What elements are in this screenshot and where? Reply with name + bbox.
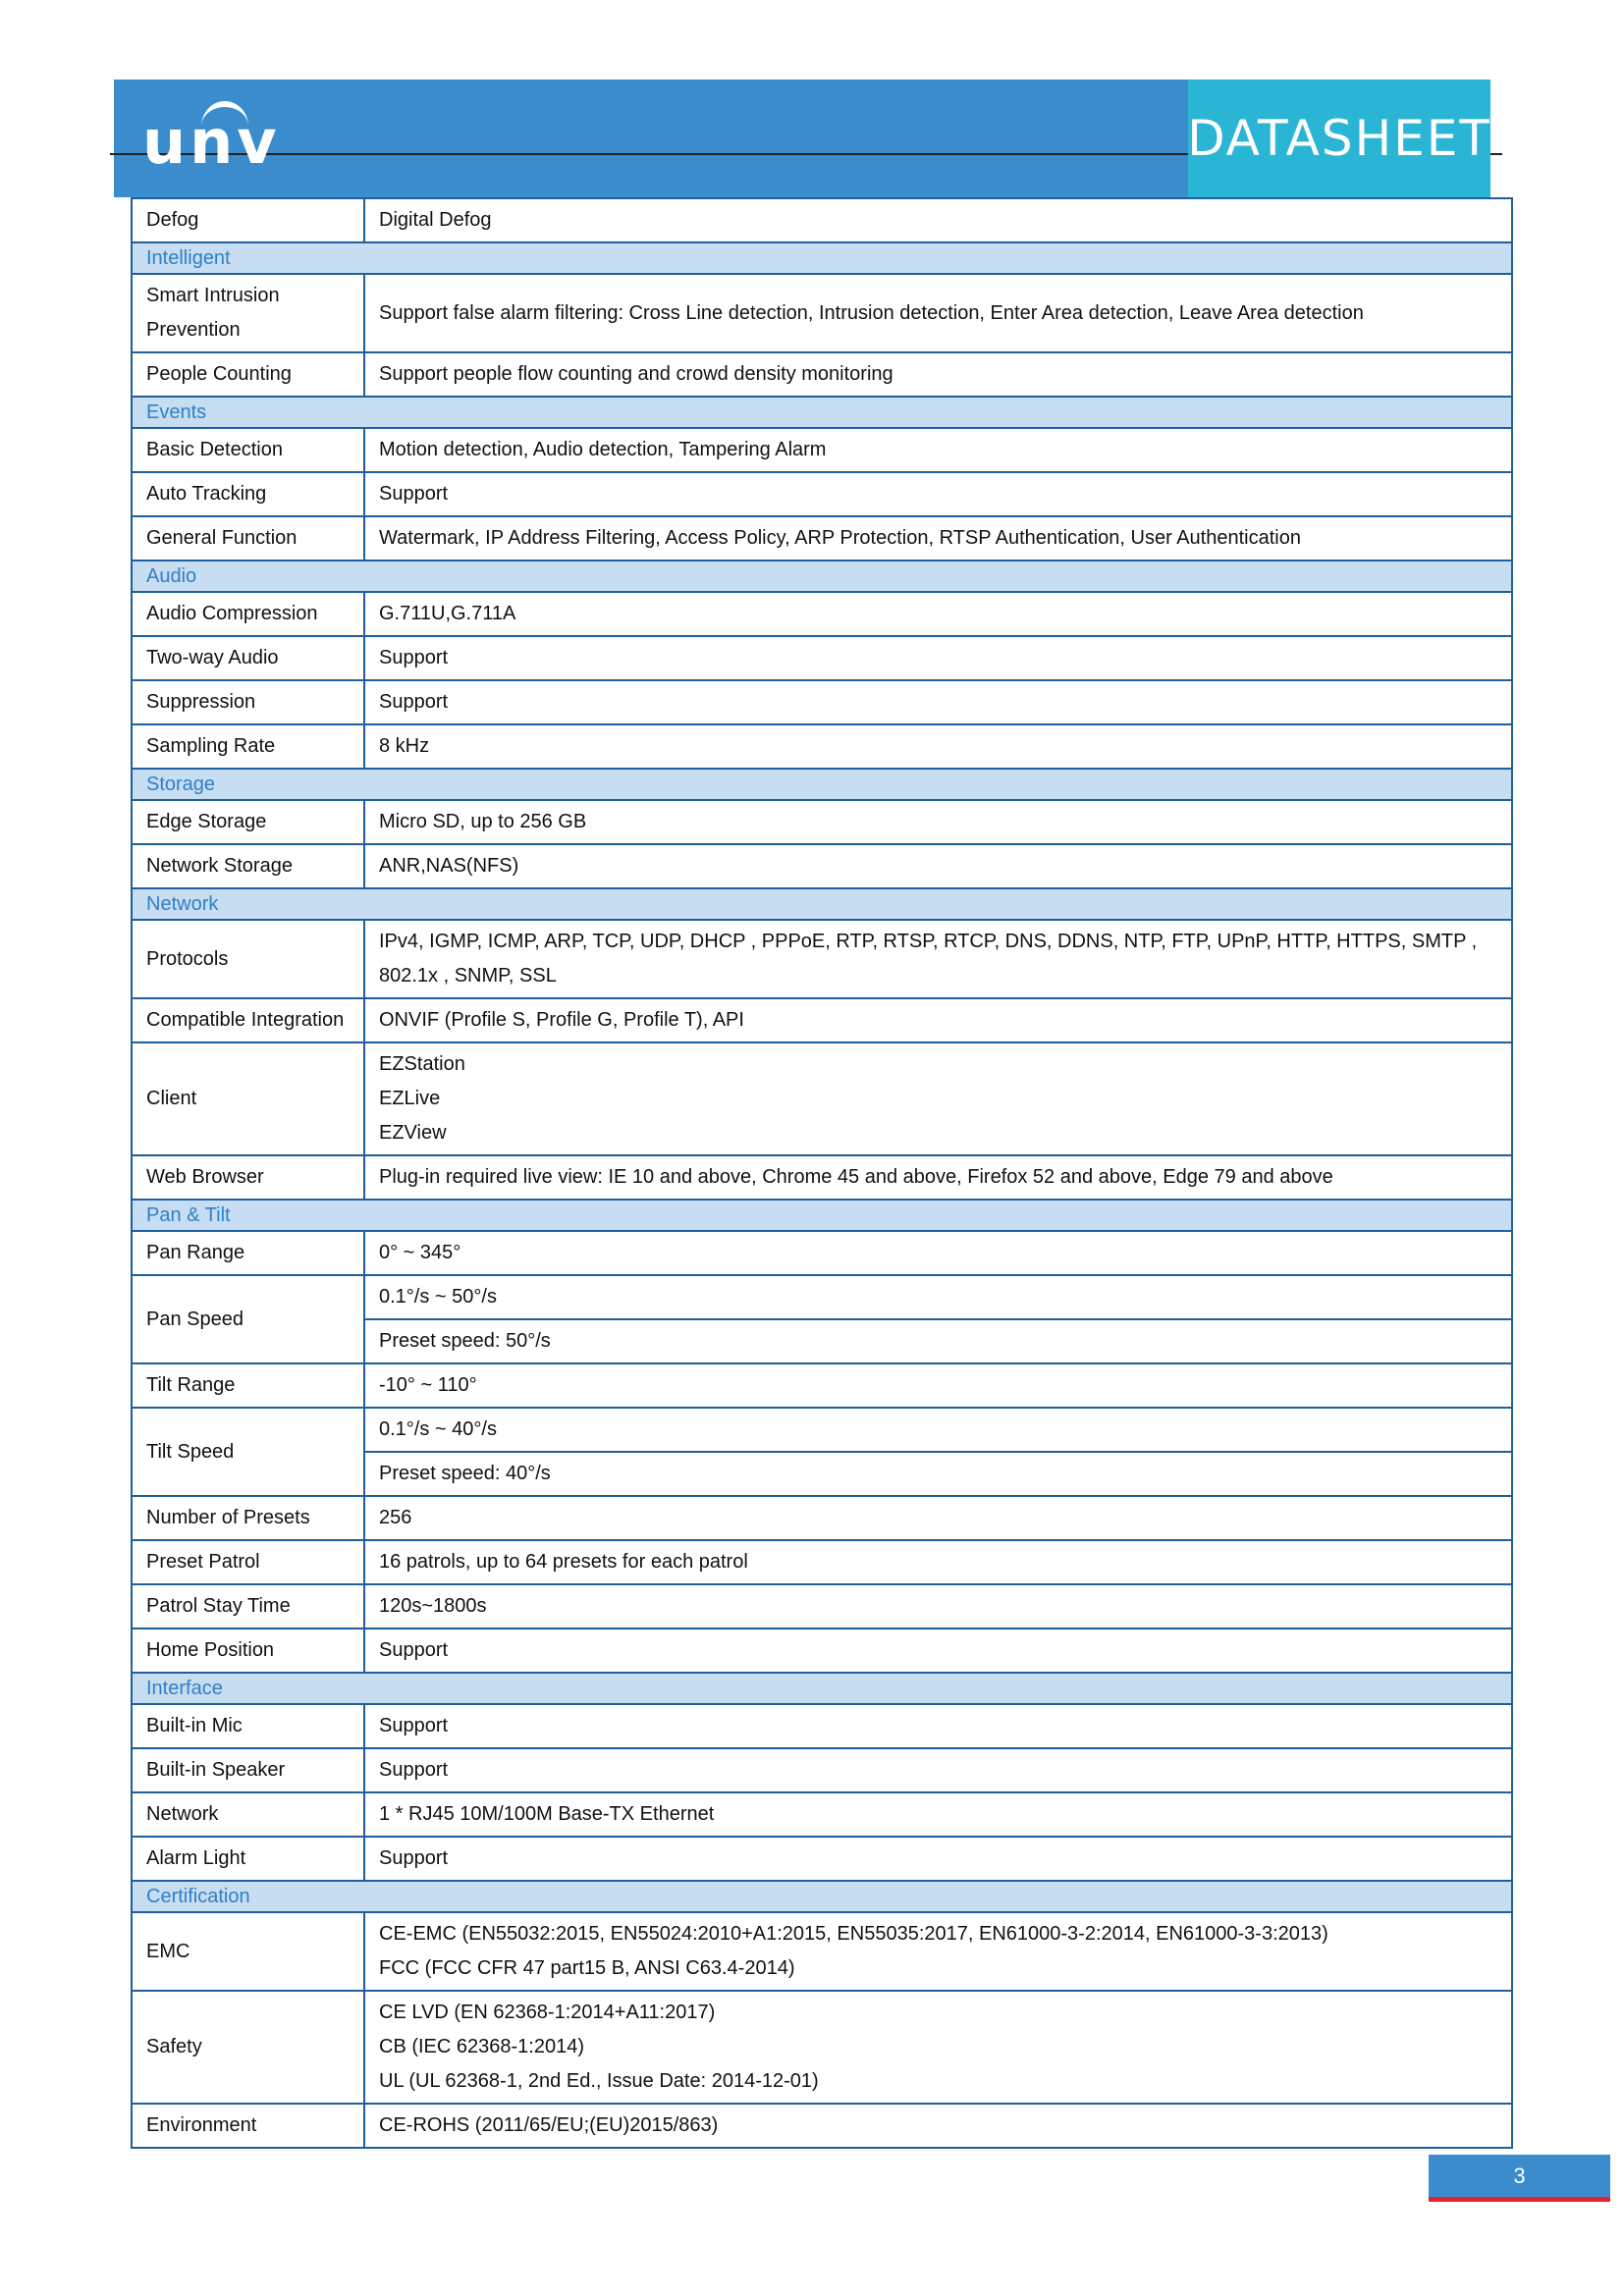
spec-value bbox=[364, 274, 1512, 352]
spec-value: Preset speed: 40°/s bbox=[364, 1452, 1512, 1496]
spec-row bbox=[132, 1408, 1512, 1452]
spec-value bbox=[364, 1991, 1512, 2104]
spec-value-line: CE-ROHS (2011/65/EU;(EU)2015/863) bbox=[379, 2114, 719, 2136]
spec-value-line: CB (IEC 62368-1:2014) bbox=[379, 2036, 585, 2057]
spec-value-line: 120s~1800s bbox=[379, 1595, 487, 1617]
spec-label: Network Storage bbox=[132, 844, 364, 888]
spec-row bbox=[132, 1496, 1512, 1540]
spec-value-line: Support bbox=[379, 691, 449, 713]
spec-value-line: 8 kHz bbox=[379, 735, 430, 757]
spec-value-line: Motion detection, Audio detection, Tampering Alarm bbox=[379, 439, 827, 460]
section-title: Audio bbox=[132, 561, 1512, 592]
spec-value-line: Support people flow counting and crowd density monitoring bbox=[379, 363, 893, 385]
spec-value-line: Digital Defog bbox=[379, 209, 492, 231]
spec-value-line: Support bbox=[379, 1715, 449, 1736]
spec-row bbox=[132, 800, 1512, 844]
section-header bbox=[132, 1881, 1512, 1912]
spec-value bbox=[364, 920, 1512, 998]
spec-label: Smart Intrusion Prevention bbox=[132, 274, 364, 352]
spec-row bbox=[132, 1275, 1512, 1319]
spec-value-line: EZView bbox=[379, 1122, 447, 1144]
spec-row bbox=[132, 1629, 1512, 1673]
spec-value bbox=[364, 352, 1512, 397]
spec-value: 0.1°/s ~ 40°/s bbox=[364, 1408, 1512, 1452]
section-title: Pan & Tilt bbox=[132, 1200, 1512, 1231]
spec-label: Tilt Speed bbox=[132, 1408, 364, 1496]
spec-label: Safety bbox=[132, 1991, 364, 2104]
spec-value-line: Support bbox=[379, 647, 449, 668]
spec-row bbox=[132, 352, 1512, 397]
spec-row bbox=[132, 998, 1512, 1042]
spec-label: Protocols bbox=[132, 920, 364, 998]
spec-label: Number of Presets bbox=[132, 1496, 364, 1540]
spec-value-line: FCC (FCC CFR 47 part15 B, ANSI C63.4-2014) bbox=[379, 1957, 795, 1979]
spec-value-line: Micro SD, up to 256 GB bbox=[379, 811, 587, 832]
spec-label: Alarm Light bbox=[132, 1837, 364, 1881]
spec-value-line: 256 bbox=[379, 1507, 412, 1528]
datasheet-label: DATASHEET bbox=[1187, 110, 1491, 167]
spec-value bbox=[364, 428, 1512, 472]
spec-value bbox=[364, 1584, 1512, 1629]
spec-value-line: IPv4, IGMP, ICMP, ARP, TCP, UDP, DHCP , PPPoE, RTP, RTSP, RTCP, DNS, DDNS, NTP, FTP, UPnP, HTTP, HTTPS, SMTP , 802.1x , SNMP, SSL bbox=[379, 931, 1478, 987]
spec-value bbox=[364, 1363, 1512, 1408]
spec-label: Built-in Mic bbox=[132, 1704, 364, 1748]
spec-value-line: 0° ~ 345° bbox=[379, 1242, 461, 1263]
spec-value-line: ANR,NAS(NFS) bbox=[379, 855, 519, 877]
spec-row bbox=[132, 844, 1512, 888]
spec-row bbox=[132, 1042, 1512, 1155]
spec-row bbox=[132, 1584, 1512, 1629]
spec-value-line: Support bbox=[379, 483, 449, 505]
spec-value-line: Support bbox=[379, 1639, 449, 1661]
spec-value bbox=[364, 1792, 1512, 1837]
spec-row bbox=[132, 472, 1512, 516]
spec-label: Auto Tracking bbox=[132, 472, 364, 516]
spec-row bbox=[132, 724, 1512, 769]
section-header bbox=[132, 397, 1512, 428]
spec-label: EMC bbox=[132, 1912, 364, 1991]
spec-row bbox=[132, 1704, 1512, 1748]
logo-text: unv bbox=[142, 106, 281, 178]
footer-rule bbox=[1429, 2197, 1610, 2202]
section-header bbox=[132, 1673, 1512, 1704]
spec-value bbox=[364, 1912, 1512, 1991]
spec-label: Basic Detection bbox=[132, 428, 364, 472]
spec-value-line: Support bbox=[379, 1847, 449, 1869]
spec-row bbox=[132, 1155, 1512, 1200]
unv-logo bbox=[142, 101, 290, 178]
spec-value-line: EZStation bbox=[379, 1053, 465, 1075]
spec-value bbox=[364, 1629, 1512, 1673]
spec-value bbox=[364, 636, 1512, 680]
spec-value bbox=[364, 1748, 1512, 1792]
spec-value-line: Support false alarm filtering: Cross Line detection, Intrusion detection, Enter Area detection, Leave Area detection bbox=[379, 301, 1364, 324]
section-title: Network bbox=[132, 888, 1512, 920]
spec-row bbox=[132, 1540, 1512, 1584]
section-header bbox=[132, 561, 1512, 592]
spec-value bbox=[364, 2104, 1512, 2148]
section-title: Intelligent bbox=[132, 242, 1512, 274]
spec-label: Pan Range bbox=[132, 1231, 364, 1275]
spec-value bbox=[364, 1155, 1512, 1200]
page-number: 3 bbox=[1429, 2155, 1610, 2197]
section-title: Events bbox=[132, 397, 1512, 428]
spec-row bbox=[132, 1991, 1512, 2104]
spec-row bbox=[132, 1912, 1512, 1991]
section-header bbox=[132, 1200, 1512, 1231]
spec-table bbox=[131, 197, 1513, 2149]
spec-value bbox=[364, 516, 1512, 561]
section-title: Certification bbox=[132, 1881, 1512, 1912]
spec-label: Preset Patrol bbox=[132, 1540, 364, 1584]
spec-row bbox=[132, 1748, 1512, 1792]
spec-label: Compatible Integration bbox=[132, 998, 364, 1042]
spec-row bbox=[132, 920, 1512, 998]
spec-label: Home Position bbox=[132, 1629, 364, 1673]
spec-value bbox=[364, 1704, 1512, 1748]
spec-label: Network bbox=[132, 1792, 364, 1837]
spec-value-line: 1 * RJ45 10M/100M Base-TX Ethernet bbox=[379, 1803, 715, 1825]
spec-value bbox=[364, 1231, 1512, 1275]
spec-label: Environment bbox=[132, 2104, 364, 2148]
spec-row bbox=[132, 1231, 1512, 1275]
spec-row bbox=[132, 1363, 1512, 1408]
spec-value-line: CE-EMC (EN55032:2015, EN55024:2010+A1:2015, EN55035:2017, EN61000-3-2:2014, EN61000-3-3:2013) bbox=[379, 1923, 1328, 1945]
spec-row bbox=[132, 198, 1512, 242]
spec-label: People Counting bbox=[132, 352, 364, 397]
spec-row bbox=[132, 516, 1512, 561]
spec-value-line: EZLive bbox=[379, 1088, 441, 1109]
spec-value bbox=[364, 998, 1512, 1042]
spec-label: Defog bbox=[132, 198, 364, 242]
spec-value-line: CE LVD (EN 62368-1:2014+A11:2017) bbox=[379, 2002, 716, 2023]
spec-value bbox=[364, 1837, 1512, 1881]
datasheet-badge bbox=[1188, 80, 1490, 197]
spec-row bbox=[132, 592, 1512, 636]
spec-value-line: ONVIF (Profile S, Profile G, Profile T), API bbox=[379, 1009, 744, 1031]
spec-value-line: Watermark, IP Address Filtering, Access Policy, ARP Protection, RTSP Authentication, User Authentication bbox=[379, 527, 1301, 549]
spec-value-line: UL (UL 62368-1, 2nd Ed., Issue Date: 2014-12-01) bbox=[379, 2070, 819, 2092]
spec-value bbox=[364, 198, 1512, 242]
spec-value bbox=[364, 1496, 1512, 1540]
section-header bbox=[132, 242, 1512, 274]
spec-row bbox=[132, 680, 1512, 724]
spec-value bbox=[364, 472, 1512, 516]
spec-value bbox=[364, 724, 1512, 769]
spec-label: Pan Speed bbox=[132, 1275, 364, 1363]
spec-label: Client bbox=[132, 1042, 364, 1155]
spec-value-line: 16 patrols, up to 64 presets for each patrol bbox=[379, 1551, 748, 1573]
spec-row bbox=[132, 274, 1512, 352]
spec-label: Built-in Speaker bbox=[132, 1748, 364, 1792]
spec-label: Audio Compression bbox=[132, 592, 364, 636]
spec-label: Two-way Audio bbox=[132, 636, 364, 680]
spec-value bbox=[364, 844, 1512, 888]
section-title: Interface bbox=[132, 1673, 1512, 1704]
spec-label: Tilt Range bbox=[132, 1363, 364, 1408]
spec-label: Web Browser bbox=[132, 1155, 364, 1200]
spec-value-line: G.711U,G.711A bbox=[379, 603, 516, 624]
spec-value: 0.1°/s ~ 50°/s bbox=[364, 1275, 1512, 1319]
spec-row bbox=[132, 2104, 1512, 2148]
spec-value-line: Plug-in required live view: IE 10 and above, Chrome 45 and above, Firefox 52 and above, Edge 79 and above bbox=[379, 1166, 1333, 1188]
spec-value bbox=[364, 800, 1512, 844]
spec-label: Sampling Rate bbox=[132, 724, 364, 769]
spec-value-line: -10° ~ 110° bbox=[379, 1374, 477, 1396]
spec-row bbox=[132, 1792, 1512, 1837]
spec-value bbox=[364, 1042, 1512, 1155]
spec-row bbox=[132, 636, 1512, 680]
spec-label: General Function bbox=[132, 516, 364, 561]
section-title: Storage bbox=[132, 769, 1512, 800]
spec-value bbox=[364, 592, 1512, 636]
spec-label: Patrol Stay Time bbox=[132, 1584, 364, 1629]
spec-row bbox=[132, 1837, 1512, 1881]
spec-row bbox=[132, 428, 1512, 472]
spec-value-line: Support bbox=[379, 1759, 449, 1781]
spec-label: Edge Storage bbox=[132, 800, 364, 844]
spec-label: Suppression bbox=[132, 680, 364, 724]
spec-value bbox=[364, 1540, 1512, 1584]
section-header bbox=[132, 888, 1512, 920]
section-header bbox=[132, 769, 1512, 800]
spec-value: Preset speed: 50°/s bbox=[364, 1319, 1512, 1363]
spec-value bbox=[364, 680, 1512, 724]
